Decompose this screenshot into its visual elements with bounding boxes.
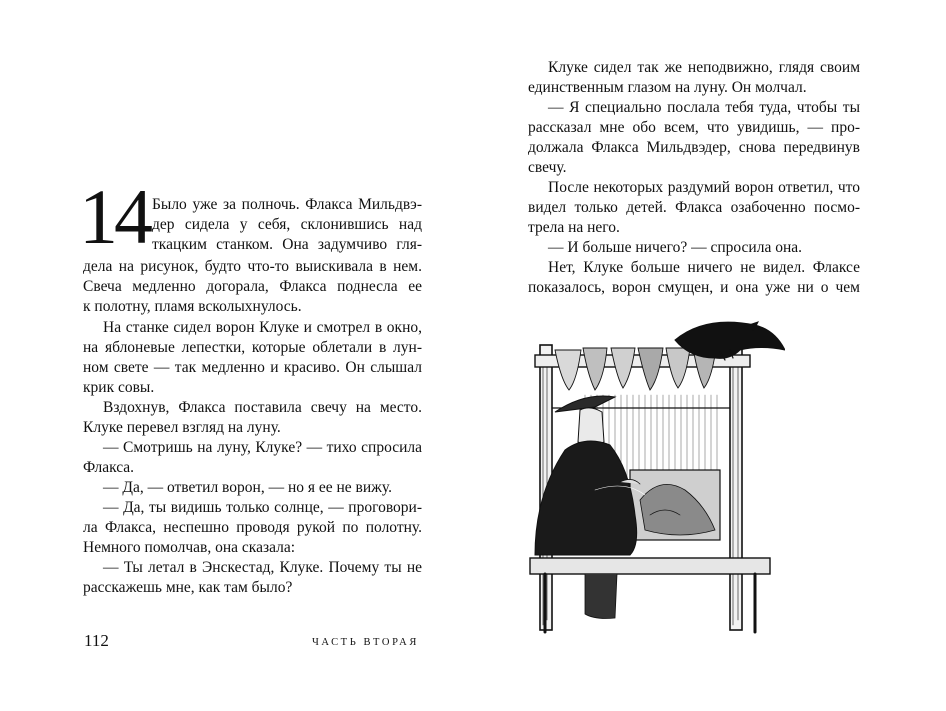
text-line: Немного помолчав, она сказала: [83,539,296,556]
running-head: ЧАСТЬ ВТОРАЯ [312,637,419,648]
text-line: к полотну, пламя всколыхнулось. [83,298,302,315]
page-number: 112 [84,631,109,650]
text-line: Было уже за полночь. Флакса Мильдвэ- [152,196,422,213]
loom-illustration [525,300,785,635]
text-line: — Да, — ответил ворон, — но я ее не вижу. [103,479,392,496]
text-line: После некоторых раздумий ворон ответил, что [548,179,860,196]
text-line: видел только детей. Флакса озабоченно посмо- [528,199,860,216]
text-line: трела на него. [528,219,620,236]
text-line: крик совы. [83,379,155,396]
text-line: должала Флакса Мильдвэдер, снова передвинув [528,139,860,156]
text-line: на яблоневые лепестки, которые облетали в лун- [83,339,422,356]
text-line: — И больше ничего? — спросила она. [548,239,803,256]
text-line: дела на рисунок, будто что-то выискивала в нем. [83,258,422,275]
text-line: свечу. [528,159,567,176]
text-line: — Ты летал в Энскестад, Клуке. Почему ты не [103,559,422,576]
text-line: расскажешь мне, как там было? [83,579,293,596]
text-line: ном свете — так медленно и красиво. Он слышал [83,359,422,376]
text-line: — Да, ты видишь только солнце, — проговори- [103,499,422,516]
text-line: рассказал мне обо всем, что увидишь, — про- [528,119,860,136]
text-line: показалось, ворон смущен, и она уже ни о чем [528,279,860,296]
chapter-number: 14 [79,173,149,260]
text-line: дер сидела у себя, склонившись над [152,216,422,233]
text-line: — Смотришь на луну, Клуке? — тихо спросила [103,439,422,456]
text-line: единственным глазом на луну. Он молчал. [528,79,807,96]
text-line: Клуке сидел так же неподвижно, глядя своим [548,59,860,76]
text-line: Нет, Клуке больше ничего не видел. Флаксе [548,259,860,276]
text-line: Свеча медленно догорала, Флакса поднесла ее [83,278,422,295]
text-line: На станке сидел ворон Клуке и смотрел в окно, [103,319,422,336]
text-line: Флакса. [83,459,135,476]
text-line: Клуке перевел взгляд на луну. [83,419,281,436]
text-line: Вздохнув, Флакса поставила свечу на место. [103,399,422,416]
text-line: ткацким станком. Она задумчиво гля- [152,236,422,253]
text-line: ла Флакса, неспешно проводя рукой по полотну. [83,519,422,536]
text-line: — Я специально послала тебя туда, чтобы ты [548,99,860,116]
